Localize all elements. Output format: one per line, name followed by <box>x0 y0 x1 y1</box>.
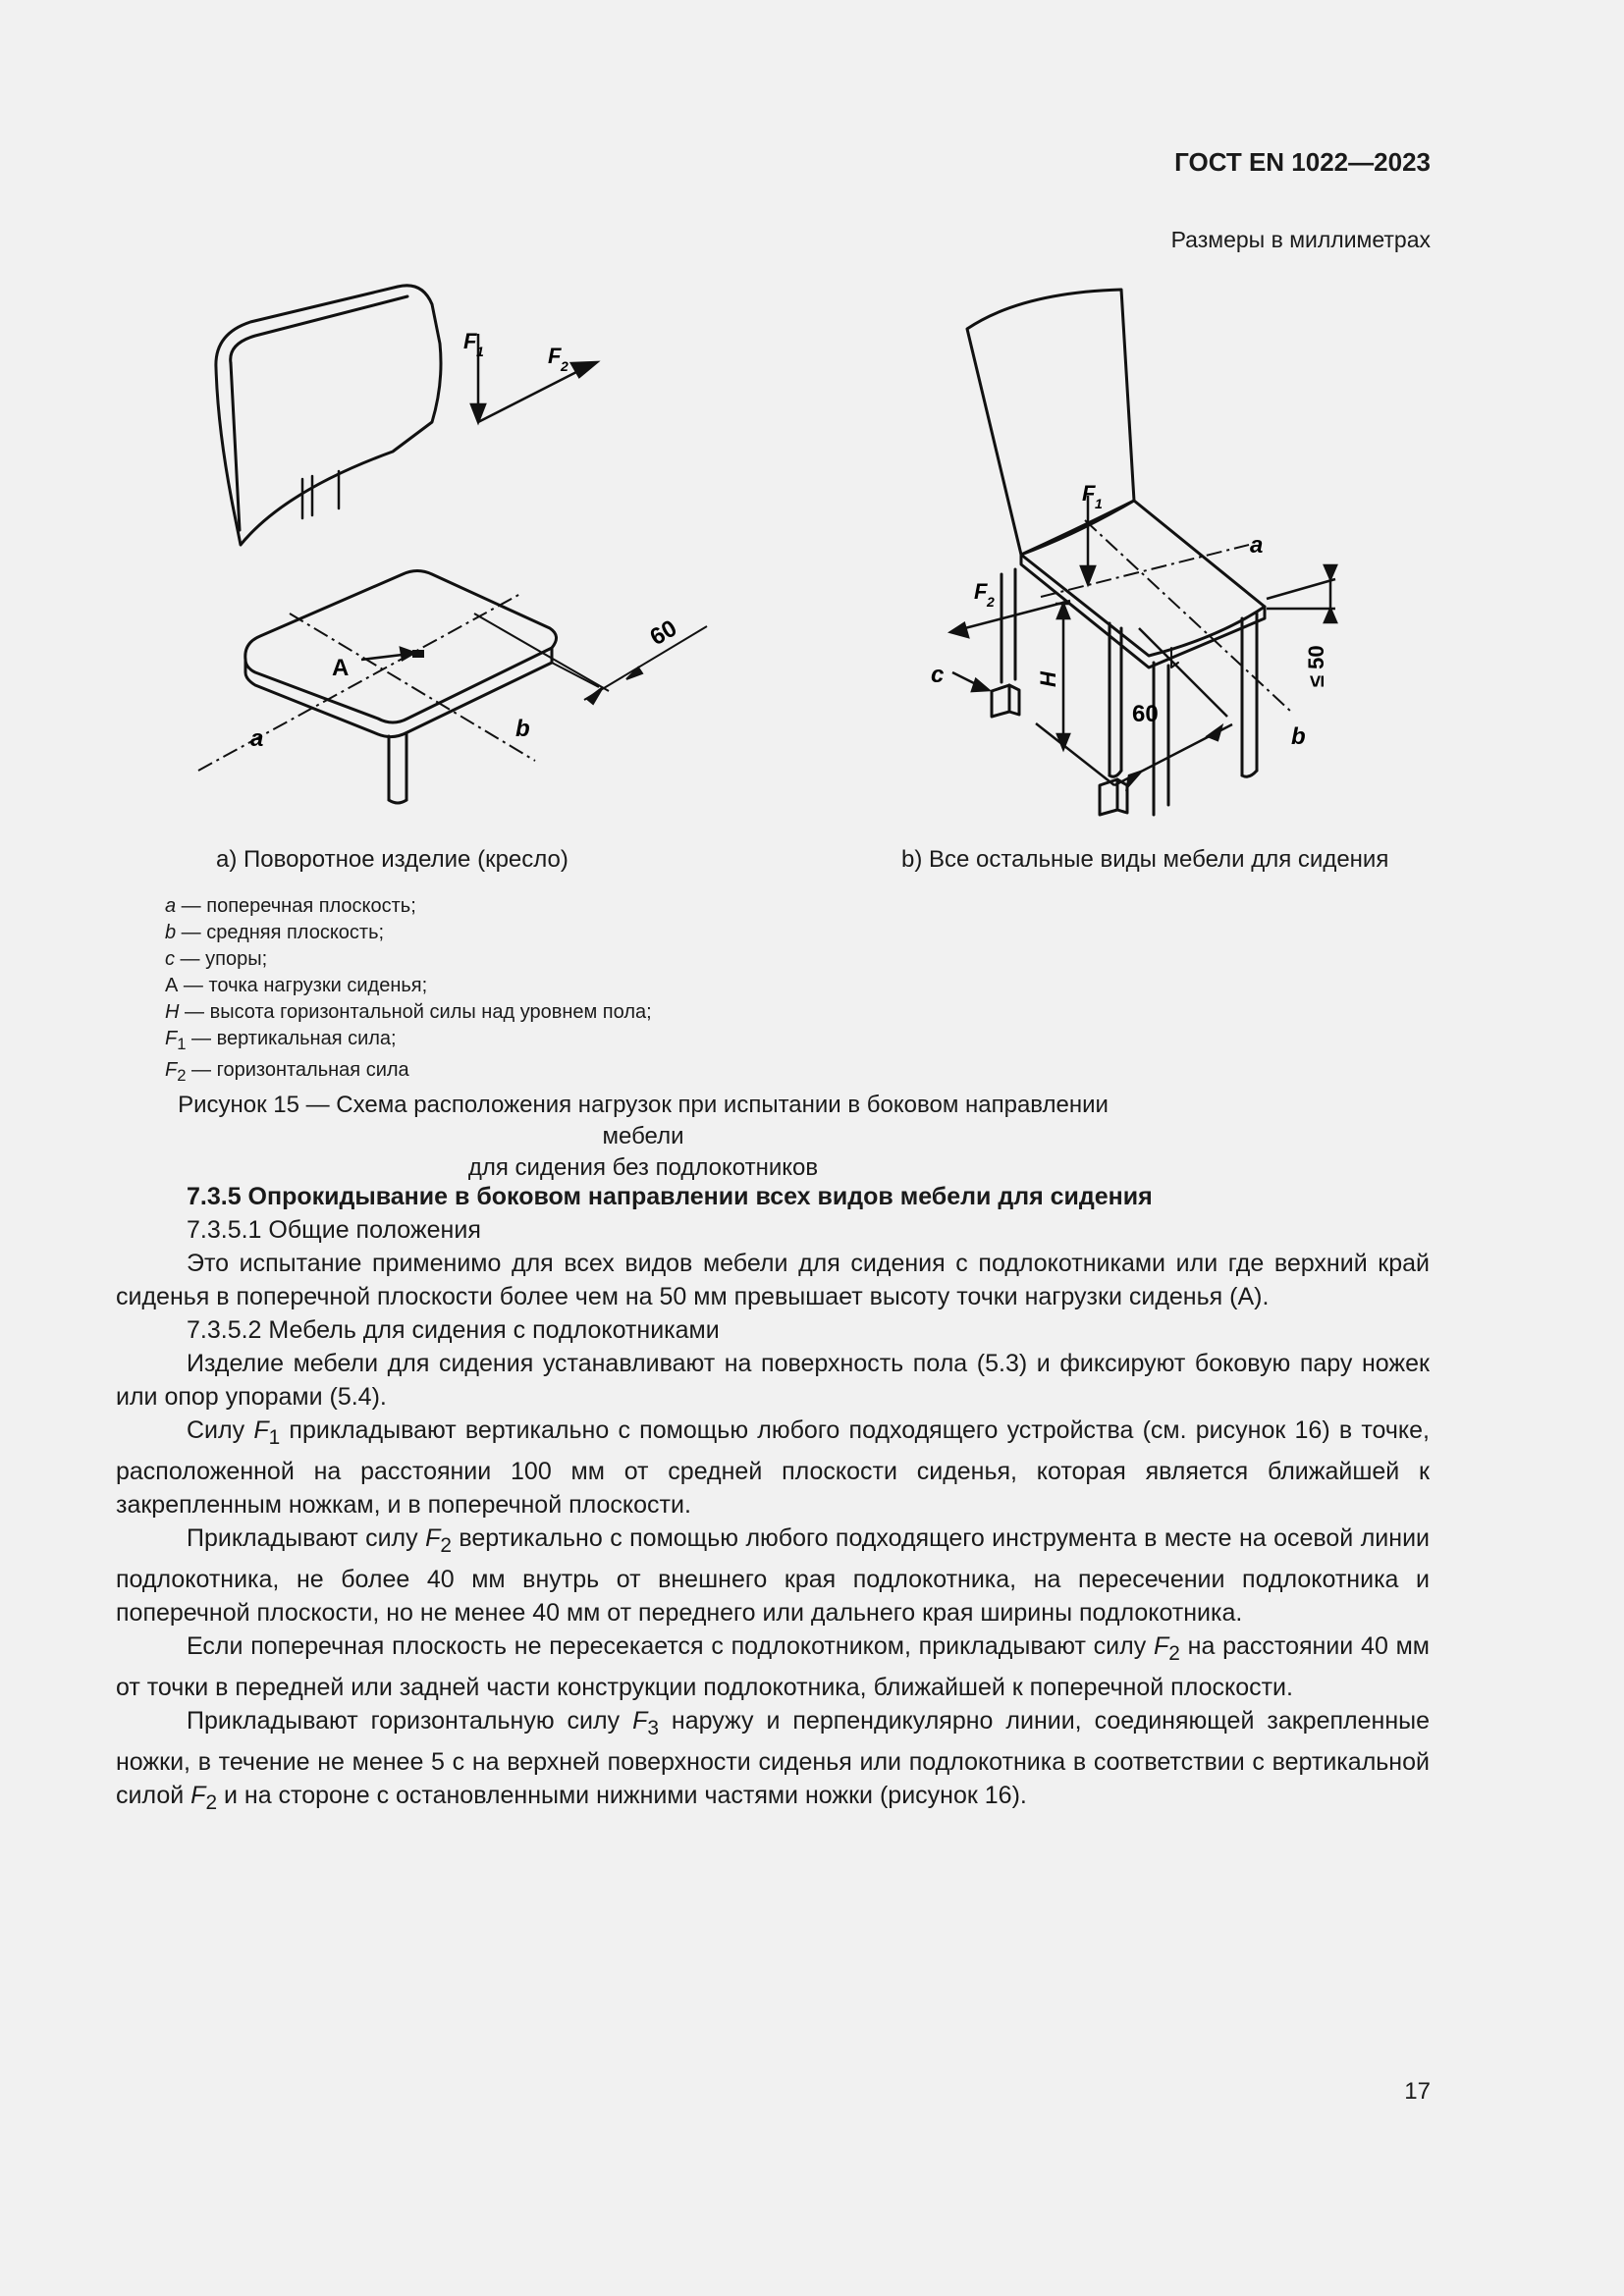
paragraph: Это испытание применимо для всех видов мебели для сидения с подлокотниками или где верхний край сиденья в поперечной плоскости более чем на 50 мм превышает высоту точки нагрузки сиденья (A). <box>116 1250 1430 1310</box>
fig-a-plane-a-label: a <box>250 725 264 752</box>
figure-a-caption: a) Поворотное изделие (кресло) <box>216 846 568 873</box>
legend-item: c — упоры; <box>165 948 268 970</box>
legend-item: b — средняя плоскость; <box>165 922 385 943</box>
fig-b-plane-b-label: b <box>1291 723 1306 750</box>
figure-title: Рисунок 15 — Схема расположения нагрузок при испытании в боковом направлении мебели для сидения без подлокотников <box>178 1092 1109 1181</box>
paragraph: Прикладывают горизонтальную силу $F_3$ наружу и перпендикулярно линии, соединяющей закрепленные ножки, в течение не менее 5 с на верхней поверхности сиденья или подлокотника в соответствии с вертикальной силой $F_2$ и на стороне с остановленными нижними частями ножки (рисунок 16). <box>116 1707 1431 1814</box>
chair-backrest <box>216 286 441 545</box>
section-heading: 7.3.5 Опрокидывание в боковом направлении всех видов мебели для сидения <box>187 1183 1153 1210</box>
subsection-title: 7.3.5.2 Мебель для сидения с подлокотниками <box>187 1316 720 1344</box>
fig-a-f2-sub: 2 <box>561 358 568 374</box>
fig-a-f1-sub: 1 <box>476 344 484 359</box>
fig-b-dim-50: ≤ 50 <box>1304 645 1328 687</box>
figure-a-swivel-chair <box>196 275 746 825</box>
fig-b-stop-c-label: c <box>931 662 945 688</box>
paragraph: Изделие мебели для сидения устанавливают на поверхность пола (5.3) и фиксируют боковую пару ножек или опор упорами (5.4). <box>116 1350 1430 1411</box>
legend-item: H — высота горизонтальной силы над уровнем пола; <box>165 1001 652 1023</box>
paragraph: Силу $F_1$ прикладывают вертикально с помощью любого подходящего устройства (см. рисунок 16) в точке, расположенной на расстоянии 100 мм от средней плоскости сиденья, которая является ближайшей к закрепленным ножкам, и в поперечной плоскости. <box>116 1416 1430 1519</box>
fig-b-f2-label: F <box>974 579 988 604</box>
paragraph: Если поперечная плоскость не пересекается с подлокотником, прикладывают силу $F_2$ на расстоянии 40 мм от точки в передней или задней части конструкции подлокотника, ближайшей к поперечной плоскости. <box>116 1632 1430 1701</box>
fig-b-plane-a-label: a <box>1250 532 1264 559</box>
legend-item: $F_1$ — вертикальная сила; <box>165 1028 397 1053</box>
figure-b-other-seating <box>893 275 1404 825</box>
page-number: 17 <box>1404 2078 1431 2105</box>
fig-b-f1-label: F <box>1082 481 1096 506</box>
fig-a-f2-label: F <box>548 344 562 368</box>
fig-b-f1-sub: 1 <box>1095 496 1103 511</box>
fig-b-f2-sub: 2 <box>987 594 995 610</box>
section-body <box>116 1180 1430 1820</box>
fig-a-f1-label: F <box>463 329 477 353</box>
fig-a-dim-60: 60 <box>645 614 682 652</box>
subsection-title: 7.3.5.1 Общие положения <box>187 1216 481 1244</box>
figure-b-caption: b) Все остальные виды мебели для сидения <box>901 846 1389 873</box>
figure-legend <box>165 893 652 1089</box>
legend-item: А — точка нагрузки сиденья; <box>165 975 428 996</box>
fig-a-plane-b-label: b <box>515 716 530 742</box>
fig-b-dim-60: 60 <box>1132 701 1159 727</box>
dimensions-note: Размеры в миллиметрах <box>1170 227 1431 252</box>
fig-a-point-a-label: A <box>332 655 350 681</box>
standard-code: ГОСТ EN 1022—2023 <box>1174 147 1431 177</box>
paragraph: Прикладывают силу $F_2$ вертикально с помощью любого подходящего инструмента в месте на осевой линии подлокотника, не более 40 мм внутрь от внешнего края подлокотника, на пересечении подлокотника и поперечной плоскости, но не менее 40 мм от переднего или дальнего края ширины подлокотника. <box>116 1524 1430 1627</box>
legend-item: a — поперечная плоскость; <box>165 895 416 917</box>
legend-item: $F_2$ — горизонтальная сила <box>165 1059 409 1085</box>
fig-b-height-h-label: H <box>1036 671 1060 687</box>
